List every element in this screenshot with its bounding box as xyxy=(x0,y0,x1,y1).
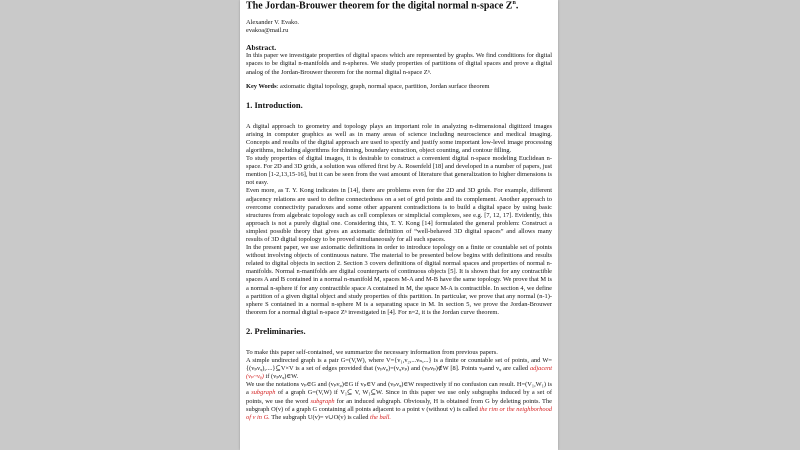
abstract-heading: Abstract. xyxy=(246,43,277,53)
intro-paragraph-4: In the present paper, we use axiomatic definitions in order to introduce topology on a finite or countable set of points without involving objects of continuous nature. The material to be presented below begins with definitions and results related to digital objects in section 2. Section 3 covers definitions of digital normal spaces and properties of normal n-manifolds. Normal n-manifolds are digital counterparts of continuous objects [5]. It is shown that for any contractible spaces A and B contained in a normal n-manifold M, spaces M-A and M-B have the same topology. We prove that M is a normal n-sphere if for any contractible space A contained in M, the space M-A is contractible. In section 4, we define a partition of a given digital object and study properties of this partition. In particular, we prove that any normal (n-1)-sphere S contained in a normal n-sphere M is a separating space in M. In section 5, we prove the Jordan-Brouwer theorem for a normal digital n-space Zⁿ investigated in [4]. For n=2, it is the Jordan curve theorem. xyxy=(246,244,552,316)
term-subgraph: subgraph xyxy=(251,389,276,397)
section-2-heading: 2. Preliminaries. xyxy=(246,325,306,336)
section-1-heading: 1. Introduction. xyxy=(246,99,303,110)
author-email: evakoa@mail.ru xyxy=(246,27,289,35)
intro-paragraph-2: To study properties of digital images, it is desirable to construct a convenient digital n-space modeling Euclidean n-space. For 2D and 3D grids, a solution was offered first by A. Rosenfeld [18] and developed in a number of papers, just mention [1-2,13,15-16], but it can be seen from the vast amount of literature that generalization to higher dimensions is not easy. xyxy=(246,155,552,187)
term-adjacent: adjacent (vₚ~vᵩ) xyxy=(246,365,552,381)
intro-paragraph-3: Even more, as T. Y. Kong indicates in [14], there are problems even for the 2D and 3D grids. For example, different adjacency relations are used to define connectedness on a set of grid points and its complement. Another approach to overcome connectivity paradoxes and some other apparent contradictions is to build a digital space by using basic structures from algebraic topology such as cell complexes or simplicial complexes, see e.g. [7, 12, 17]. Evidently, this approach is not a purely digital one. Considering this, T. Y. Kong [14] formulated the general problem: Construct a simplest possible theory that gives an axiomatic definition of “well-behaved 3D digital spaces” and allows many results of 3D digital topology to be proved simultaneously for all such spaces. xyxy=(246,187,552,244)
prelim-paragraph-1: To make this paper self-contained, we summarize the necessary information from previous papers. xyxy=(246,348,498,356)
pdf-page xyxy=(240,0,558,450)
intro-paragraph-1: A digital approach to geometry and topology plays an important role in analyzing n-dimensional digitized images arising in computer graphics as well as in many areas of science including neuroscience and medical imaging. Concepts and results of the digital approach are used to specify and justify some important low-level image processing algorithms, including algorithms for thinning, boundary extraction, object counting, and contour filling. xyxy=(246,122,552,154)
prelim-paragraph-2: A simple undirected graph is a pair G=(V,W), where V={v₁,v₂,...vₙ,...} is a finite or countable set of points, and W={(vₚvᵩ),....}⊆V×V is a set of edges provided that (vₚvᵩ)=(vᵩvₚ) and (vₚvₚ)∉W [8]. Points vₚand vᵩ are called adjacent (vₚ~vᵩ) if (vₚvᵩ)∈W. xyxy=(246,357,552,381)
paper-title: The Jordan-Brouwer theorem for the digital normal n-space $Z^n$. xyxy=(246,0,519,12)
term-ball: the ball. xyxy=(370,413,391,421)
keywords: Key Words: axiomatic digital topology, graph, normal space, partition, Jordan surface theorem xyxy=(246,82,490,90)
prelim-paragraph-3: We use the notations vₚ∈G and (vₚvᵩ)∈G if vₚ∈V and (vₚvᵩ)∈W respectively if no confusion can result. H=(V₁,W₁) is a subgraph of a graph G=(V,W) if V₁⊆ V, W₁⊆W. Since in this paper we use only subgraphs induced by a set of points, we use the word subgraph for an induced subgraph. Obviously, H is obtained from G by deleting points. The subgraph O(v) of a graph G containing all points adjacent to a point v (without v) is called the rim or the neighborhood of v in G. The subgraph U(v)= v∪O(v) is called the ball. xyxy=(246,381,552,421)
term-rim: the rim or the neighborhood of v in G. xyxy=(246,405,552,421)
abstract-text: In this paper we investigate properties of digital spaces which are represented by graphs. We find conditions for digital spaces to be digital n-manifolds and n-spheres. We study properties of partitions of digital spaces and prove a digital analog of the Jordan-Brouwer theorem for the normal digital n-space Zⁿ. xyxy=(246,52,552,76)
term-subgraph-2: subgraph xyxy=(310,397,335,405)
author-name: Alexander V. Evako. xyxy=(246,19,300,27)
page-content xyxy=(246,0,552,422)
